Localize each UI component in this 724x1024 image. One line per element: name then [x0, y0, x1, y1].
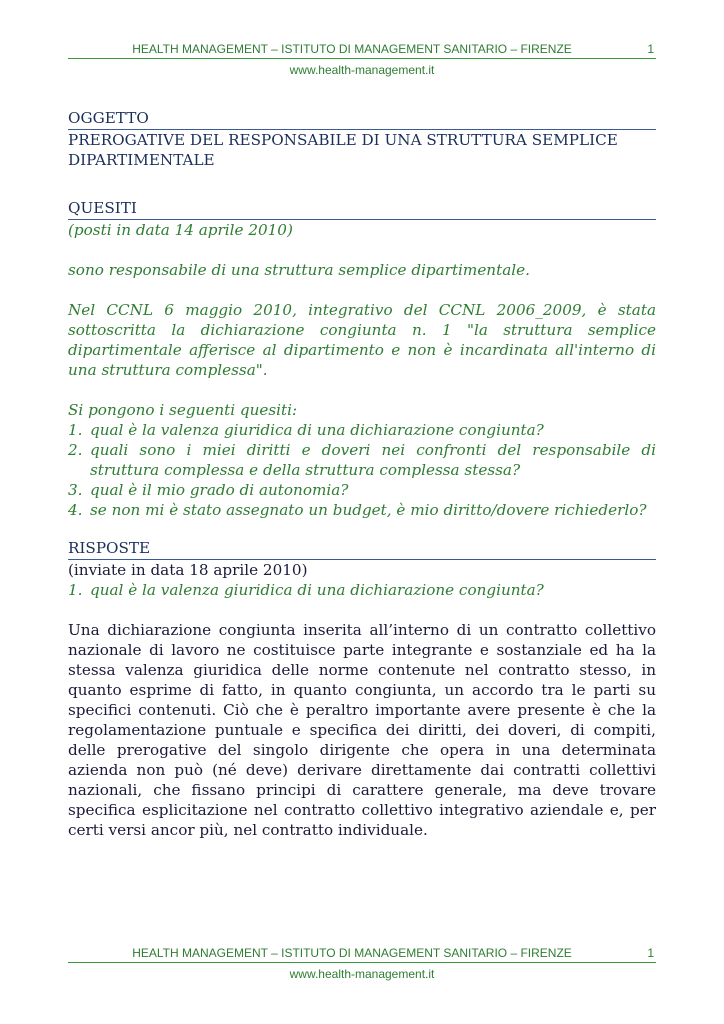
risposte-question [68, 580, 656, 600]
header-url[interactable]: www.health-management.it [289, 63, 435, 77]
list-item [68, 440, 656, 480]
list-item-number: 1. [68, 581, 83, 599]
list-item [68, 500, 656, 520]
quesiti-date: (posti in data 14 aprile 2010) [68, 221, 293, 239]
header-rule [68, 58, 656, 59]
quesiti-paragraph: Nel CCNL 6 maggio 2010, integrativo del CCNL 2006_2009, è stata sottoscritta la dichiarazione congiunta n. 1 "la struttura semplice dipartimentale afferisce al dipartimento e non è incardinata all'interno di una struttura complessa". [68, 301, 656, 379]
list-item-text: qual è la valenza giuridica di una dichiarazione congiunta? [90, 421, 544, 439]
header-title: HEALTH MANAGEMENT – ISTITUTO DI MANAGEMENT SANITARIO – FIRENZE [132, 42, 572, 56]
risposte-answer: Una dichiarazione congiunta inserita all’interno di un contratto collettivo nazionale di lavoro ne costituisce parte integrante e sostanziale ed ha la stessa valenza giuridica delle norme contenute nel contratto stesso, in quanto esprime di fatto, in quanto congiunta, un accordo tra le parti su specifici contenuti. Ciò che è peraltro importante avere presente è che la regolamentazione puntuale e specifica dei diritti, dei doveri, di compiti, delle prerogative del singolo dirigente che opera in una determinata azienda non può (né deve) derivare direttamente dai contratti collettivi nazionali, che fissano principi di carattere generale, ma deve trovare specifica esplicitazione nel contratto collettivo integrativo aziendale e, per certi versi ancor più, nel contratto individuale. [68, 621, 656, 839]
quesiti-list [68, 420, 656, 520]
footer-url[interactable]: www.health-management.it [289, 967, 435, 981]
list-item [68, 580, 656, 600]
oggetto-text: PREROGATIVE DEL RESPONSABILE DI UNA STRUTTURA SEMPLICE DIPARTIMENTALE [68, 131, 618, 169]
list-item-number: 3. [68, 481, 83, 499]
quesiti-list-intro: Si pongono i seguenti quesiti: [68, 401, 298, 419]
list-item-number: 4. [68, 501, 83, 519]
document-body [68, 108, 656, 840]
footer-title: HEALTH MANAGEMENT – ISTITUTO DI MANAGEMENT SANITARIO – FIRENZE [132, 946, 572, 960]
footer-page-number: 1 [647, 946, 654, 960]
list-item [68, 420, 656, 440]
risposte-date: (inviate in data 18 aprile 2010) [68, 561, 308, 579]
list-item-number: 2. [68, 441, 83, 459]
list-item-text: qual è il mio grado di autonomia? [90, 481, 349, 499]
header-page-number: 1 [647, 42, 654, 56]
risposte-label: RISPOSTE [68, 539, 151, 557]
page-header [68, 42, 656, 77]
page-footer [68, 946, 656, 981]
quesiti-intro: sono responsabile di una struttura semplice dipartimentale. [68, 261, 530, 279]
list-item [68, 480, 656, 500]
list-item-text: qual è la valenza giuridica di una dichiarazione congiunta? [90, 581, 544, 599]
list-item-number: 1. [68, 421, 83, 439]
list-item-text: se non mi è stato assegnato un budget, è mio diritto/dovere richiederlo? [90, 501, 647, 519]
footer-rule [68, 962, 656, 963]
quesiti-label: QUESITI [68, 199, 137, 217]
list-item-text: quali sono i miei diritti e doveri nei confronti del responsabile di struttura complessa e della struttura complessa stessa? [90, 441, 656, 479]
oggetto-label: OGGETTO [68, 109, 149, 127]
